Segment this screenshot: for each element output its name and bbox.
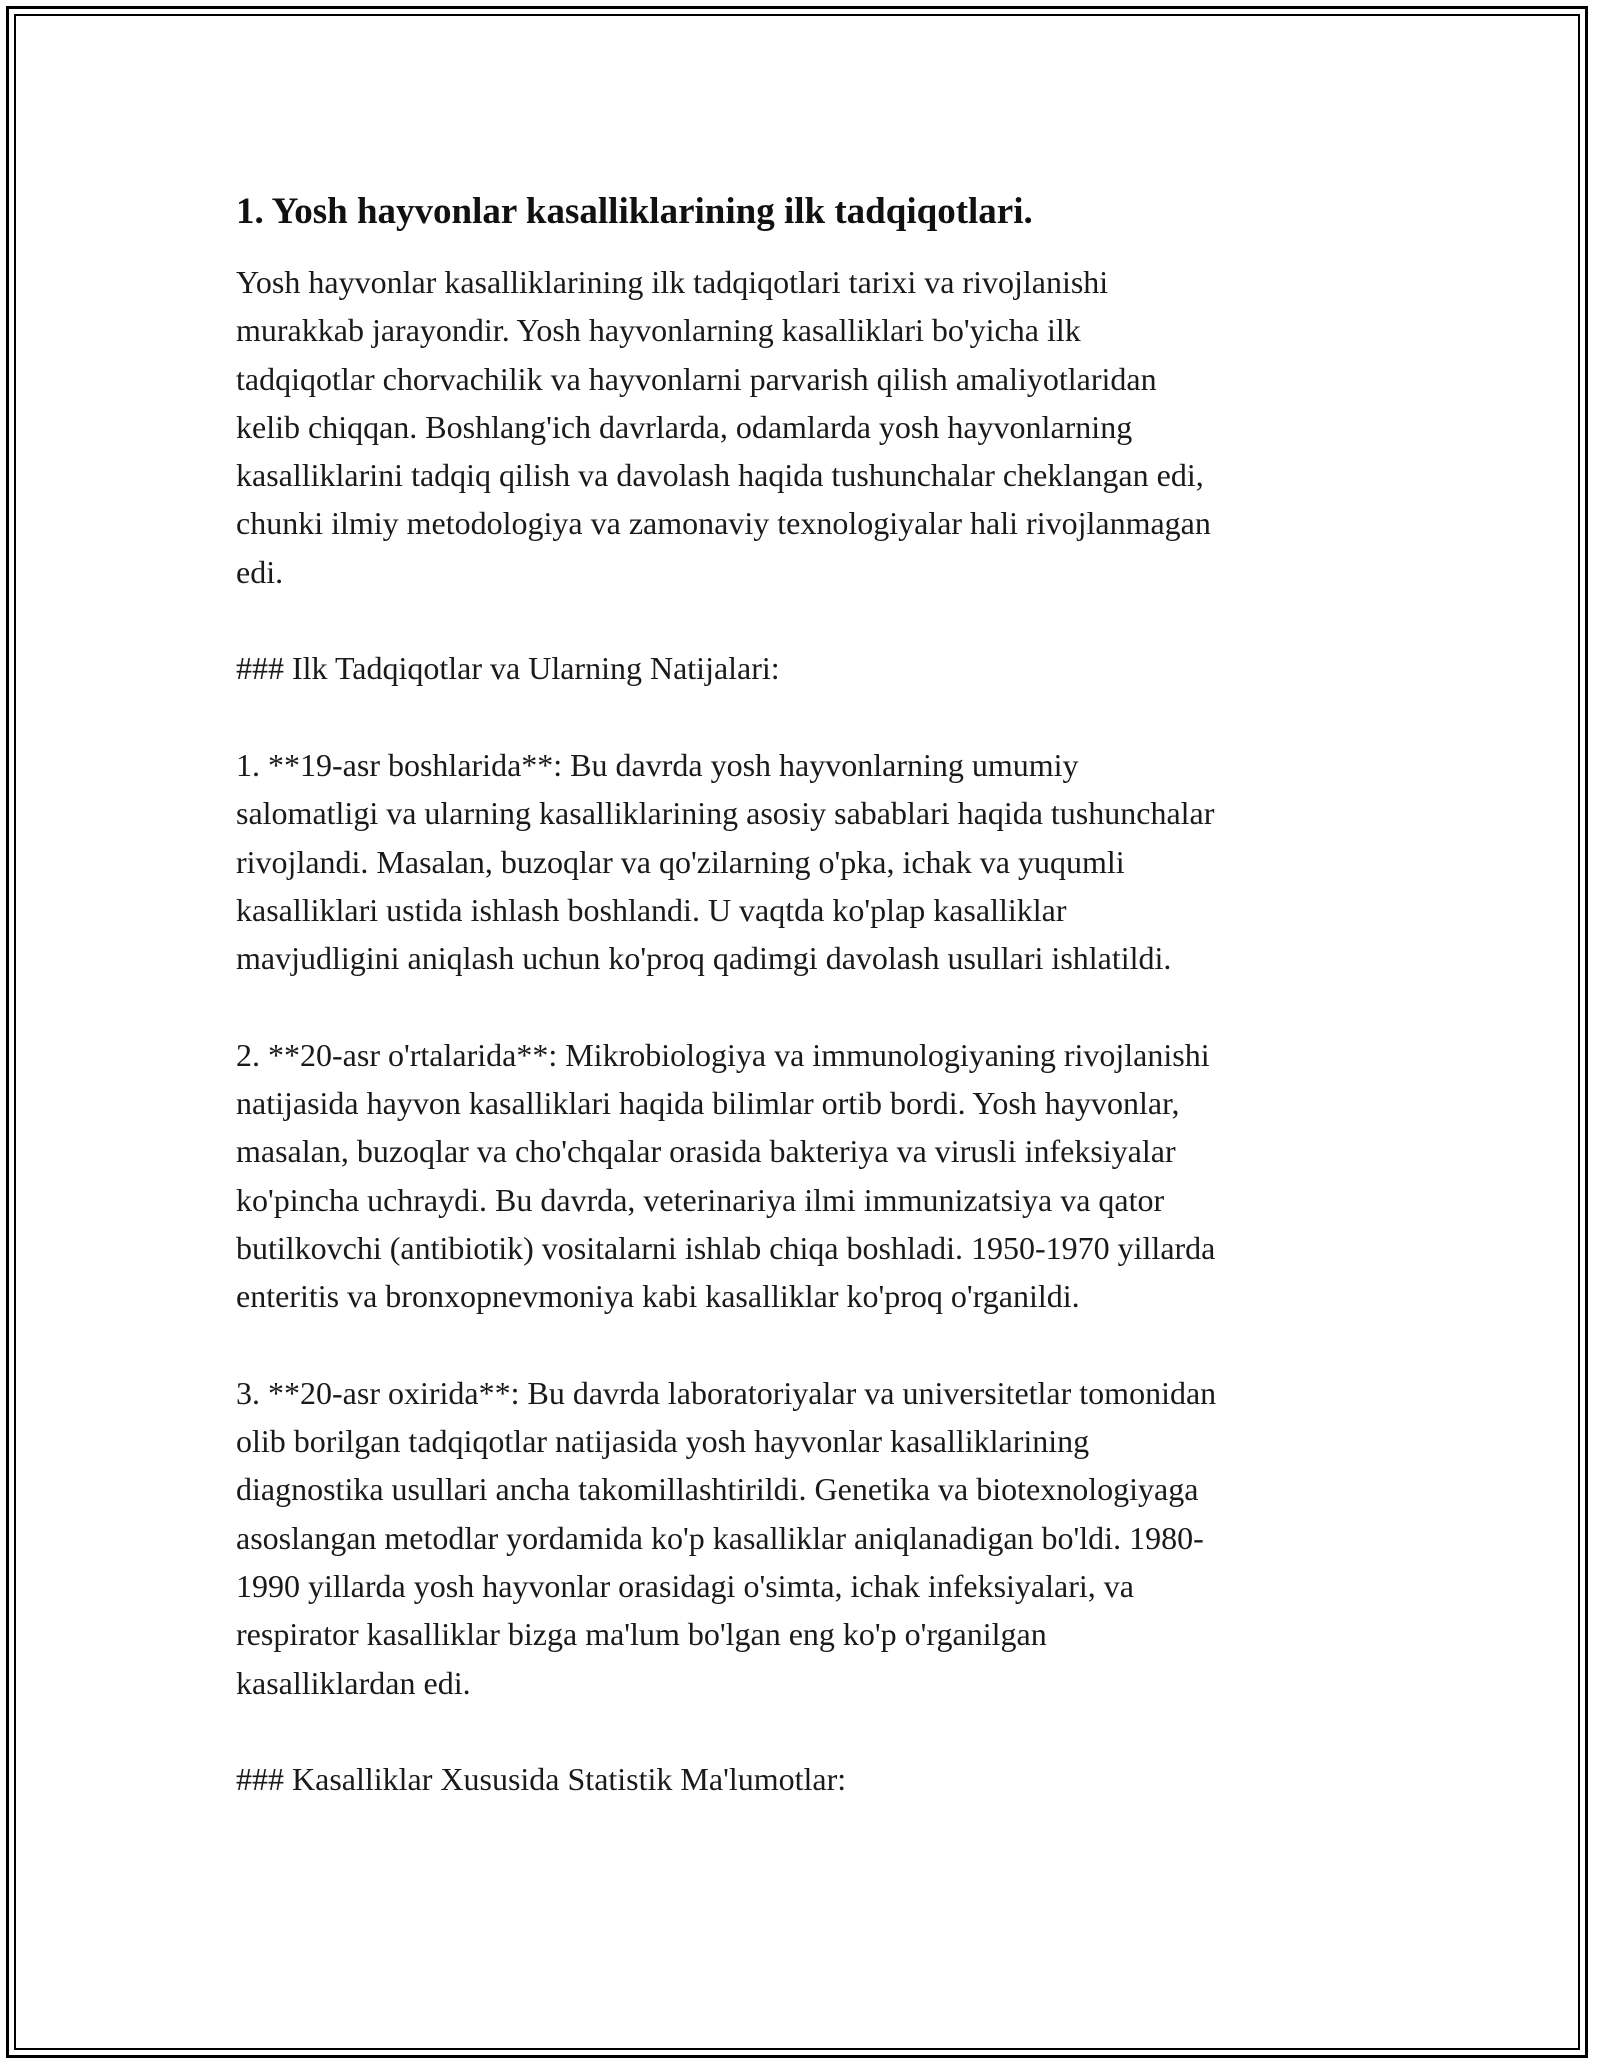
paragraph-gap <box>236 1321 1366 1369</box>
page-title: 1. Yosh hayvonlar kasalliklarining ilk tadqiqotlari. <box>236 191 1033 232</box>
paragraph-gap <box>236 982 1366 1030</box>
list-item-mid-20th-century: 2. **20-asr o'rtalarida**: Mikrobiologiya va immunologiyaning rivojlanishi natijasida hayvon kasalliklari haqida bilimlar ortib bordi. Yosh hayvonlar, masalan, buzoqlar va cho'chqalar orasida bakteriya va virusli infeksiyalar ko'pincha uchraydi. Bu davrda, veterinariya ilmi immunizatsiya va qator butilkovchi (antibiotik) vositalarni ishlab chiqa boshladi. 1950-1970 yillarda enteritis va bronxopnevmoniya kabi kasalliklar ko'proq o'rganildi. <box>236 1036 1216 1315</box>
paragraph-gap <box>236 596 1366 644</box>
document-body <box>236 188 1366 1804</box>
paragraph-gap <box>236 693 1366 741</box>
section-heading-early-research: ### Ilk Tadqiqotlar va Ularning Natijalari: <box>236 650 780 687</box>
section-heading-statistics: ### Kasalliklar Xususida Statistik Ma'lumotlar: <box>236 1761 847 1798</box>
list-item-late-20th-century: 3. **20-asr oxirida**: Bu davrda laboratoriyalar va universitetlar tomonidan olib borilgan tadqiqotlar natijasida yosh hayvonlar kasalliklarining diagnostika usullari ancha takomillashtirildi. Genetika va biotexnologiyaga asoslangan metodlar yordamida ko'p kasalliklar aniqlanadigan bo'ldi. 1980- 1990 yillarda yosh hayvonlar orasidagi o'simta, ichak infeksiyalari, va respirator kasalliklar bizga ma'lum bo'lgan eng ko'p o'rganilgan kasalliklardan edi. <box>236 1374 1217 1701</box>
intro-paragraph: Yosh hayvonlar kasalliklarining ilk tadqiqotlari tarixi va rivojlanishi murakkab jarayondir. Yosh hayvonlarning kasalliklari bo'yicha ilk tadqiqotlar chorvachilik va hayvonlarni parvarish qilish amaliyotlaridan kelib chiqqan. Boshlang'ich davrlarda, odamlarda yosh hayvonlarning kasalliklarini tadqiq qilish va davolash haqida tushunchalar cheklangan edi, chunki ilmiy metodologiya va zamonaviy texnologiyalar hali rivojlanmagan edi. <box>236 264 1211 590</box>
paragraph-gap <box>236 1707 1366 1755</box>
list-item-19th-century: 1. **19-asr boshlarida**: Bu davrda yosh hayvonlarning umumiy salomatligi va ularning kasalliklarining asosiy sabablari haqida tushunchalar rivojlandi. Masalan, buzoqlar va qo'zilarning o'pka, ichak va yuqumli kasalliklari ustida ishlash boshlandi. U vaqtda ko'plap kasalliklar mavjudligini aniqlash uchun ko'proq qadimgi davolash usullari ishlatildi. <box>236 746 1215 977</box>
